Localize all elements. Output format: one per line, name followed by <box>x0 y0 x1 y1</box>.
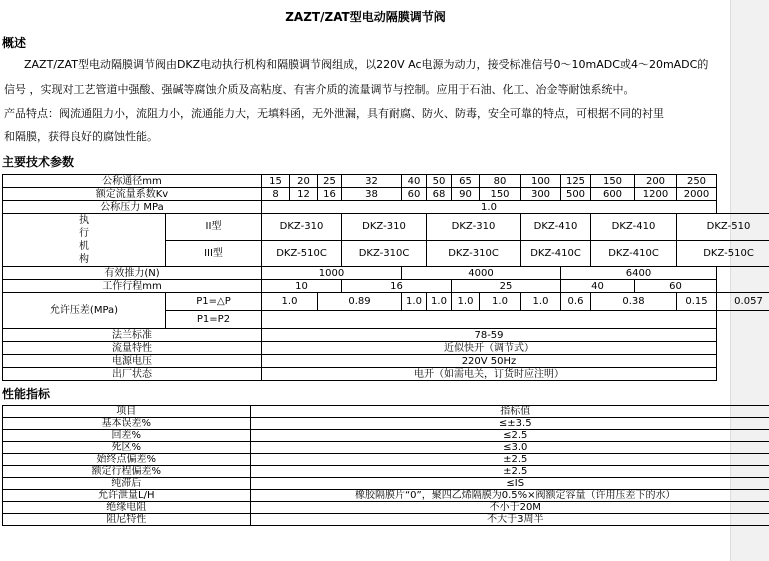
cell: 60 <box>635 280 717 293</box>
cell: 600 <box>591 188 635 201</box>
perf-item: 基本误差% <box>3 418 251 430</box>
cell: 38 <box>342 188 402 201</box>
cell: 0.057 <box>717 293 769 311</box>
flow-value: 近似快开（调节式） <box>262 342 717 355</box>
thrust-label: 有效推力(N) <box>3 267 262 280</box>
perf-value: ≤IS <box>250 478 769 490</box>
perf-table <box>2 405 769 526</box>
perf-row <box>3 418 769 430</box>
cell: 2000 <box>677 188 717 201</box>
perf-row <box>3 478 769 490</box>
specs-heading: 主要技术参数 <box>2 155 75 169</box>
actuator-char: 构 <box>79 254 89 265</box>
pressure-value: 1.0 <box>262 201 717 214</box>
type3-label: III型 <box>166 240 262 267</box>
cell: DKZ-310 <box>427 214 521 241</box>
perf-heading: 性能指标 <box>2 387 51 401</box>
flange-value: 78-59 <box>262 329 717 342</box>
p1dp-label: P1=△P <box>166 293 262 311</box>
perf-item: 始终点偏差% <box>3 454 251 466</box>
cell: 0.89 <box>318 293 402 311</box>
overview-heading: 概述 <box>2 36 27 50</box>
perf-value: ±2.5 <box>250 466 769 478</box>
perf-value: ≤3.0 <box>250 442 769 454</box>
cell: DKZ-410 <box>591 214 677 241</box>
cell: 1200 <box>635 188 677 201</box>
cell: 0.15 <box>677 293 717 311</box>
cell: 300 <box>521 188 561 201</box>
cell: 50 <box>427 175 452 188</box>
cell: DKZ-310 <box>262 214 342 241</box>
cell: 150 <box>591 175 635 188</box>
p1p2-value <box>262 311 717 329</box>
actuator-char: 行 <box>79 228 89 239</box>
cell: 1.0 <box>480 293 521 311</box>
kv-label: 额定流量系数Kv <box>3 188 262 201</box>
cell: 1.0 <box>262 293 318 311</box>
cell: DKZ-510 <box>677 214 769 241</box>
perf-header-row <box>3 406 769 418</box>
perf-value: ±2.5 <box>250 454 769 466</box>
flow-row <box>3 342 769 355</box>
cell: DKZ-510C <box>262 240 342 267</box>
cell: 12 <box>290 188 318 201</box>
cell: 32 <box>342 175 402 188</box>
cell: 20 <box>290 175 318 188</box>
cell: 80 <box>480 175 521 188</box>
overview-line-1: ZAZT/ZAT型电动隔膜调节阀由DKZ电动执行机构和隔膜调节阀组成，以220V Ac电源为动力，接受标准信号0～10mADC或4～20mADC的 <box>24 58 709 71</box>
cell: DKZ-310 <box>342 214 427 241</box>
cell: 0.6 <box>561 293 591 311</box>
cell: 40 <box>561 280 635 293</box>
pressure-row <box>3 201 769 214</box>
perf-item: 回差% <box>3 430 251 442</box>
cell: 125 <box>561 175 591 188</box>
perf-item: 额定行程偏差% <box>3 466 251 478</box>
flange-label: 法兰标准 <box>3 329 262 342</box>
perf-value: ≤2.5 <box>250 430 769 442</box>
cell: 10 <box>262 280 342 293</box>
cell: 90 <box>452 188 480 201</box>
cell: 1.0 <box>427 293 452 311</box>
nominal-row <box>3 175 769 188</box>
cell: 40 <box>402 175 427 188</box>
overview-line-3: 产品特点：阀流通阻力小，流阻力小，流通能力大，无填料函，无外泄漏，具有耐腐、防火、防毒，安全可靠的特点，可根据不同的衬里 <box>4 107 664 120</box>
cell: DKZ-510C <box>677 240 769 267</box>
perf-col-item: 项目 <box>3 406 251 418</box>
perf-row <box>3 454 769 466</box>
power-value: 220V 50Hz <box>262 355 717 368</box>
power-label: 电源电压 <box>3 355 262 368</box>
perf-row <box>3 466 769 478</box>
stroke-label: 工作行程mm <box>3 280 262 293</box>
cell: 15 <box>262 175 290 188</box>
perf-row <box>3 502 769 514</box>
factory-row <box>3 368 769 381</box>
perf-row <box>3 442 769 454</box>
perf-item: 纯滞后 <box>3 478 251 490</box>
cell: 65 <box>452 175 480 188</box>
page-title: ZAZT/ZAT型电动隔膜调节阀 <box>285 10 446 24</box>
cell: 68 <box>427 188 452 201</box>
cell: 1.0 <box>402 293 427 311</box>
power-row <box>3 355 769 368</box>
type2-row <box>3 214 769 241</box>
cell: 250 <box>677 175 717 188</box>
perf-item: 死区% <box>3 442 251 454</box>
cell: 8 <box>262 188 290 201</box>
perf-item: 绝缘电阻 <box>3 502 251 514</box>
cell: 0.38 <box>591 293 677 311</box>
pressure-label: 公称压力 MPa <box>3 201 262 214</box>
p1p2-label: P1=P2 <box>166 311 262 329</box>
cell: 25 <box>452 280 561 293</box>
nominal-label: 公称通径mm <box>3 175 262 188</box>
perf-value: ≤±3.5 <box>250 418 769 430</box>
cell: DKZ-310C <box>427 240 521 267</box>
cell: 25 <box>318 175 342 188</box>
perf-item: 允许泄量L/H <box>3 490 251 502</box>
cell: 150 <box>480 188 521 201</box>
factory-label: 出厂状态 <box>3 368 262 381</box>
cell: 16 <box>342 280 452 293</box>
cell: 6400 <box>561 267 717 280</box>
actuator-char: 执 <box>79 215 89 226</box>
thrust-row <box>3 267 769 280</box>
actuator-char: 机 <box>79 241 89 252</box>
cell: 500 <box>561 188 591 201</box>
stroke-row <box>3 280 769 293</box>
cell: 4000 <box>402 267 561 280</box>
perf-value: 不小于20M <box>250 502 769 514</box>
perf-col-value: 指标值 <box>250 406 769 418</box>
cell: 60 <box>402 188 427 201</box>
cell: DKZ-410C <box>591 240 677 267</box>
overview-line-4: 和隔膜，获得良好的腐蚀性能。 <box>4 130 158 143</box>
allow-label: 允许压差(MPa) <box>3 293 166 329</box>
flange-row <box>3 329 769 342</box>
perf-row <box>3 490 769 502</box>
type2-label: II型 <box>166 214 262 241</box>
cell: 100 <box>521 175 561 188</box>
cell: DKZ-410 <box>521 214 591 241</box>
kv-row <box>3 188 769 201</box>
cell: 200 <box>635 175 677 188</box>
perf-row <box>3 430 769 442</box>
factory-value: 电开（如需电关，订货时应注明） <box>262 368 717 381</box>
overview-line-2: 信号 ，实现对工艺管道中强酸、强碱等腐蚀介质及高粘度、有害介质的流量调节与控制。应用于石油、化工、冶金等耐蚀系统中。 <box>4 83 635 96</box>
perf-item: 阻尼特性 <box>3 514 251 526</box>
actuator-label <box>3 214 166 267</box>
flow-label: 流量特性 <box>3 342 262 355</box>
cell: 1.0 <box>452 293 480 311</box>
perf-value: 不大于3周半 <box>250 514 769 526</box>
cell: 16 <box>318 188 342 201</box>
cell: 1000 <box>262 267 402 280</box>
cell: DKZ-410C <box>521 240 591 267</box>
cell: 1.0 <box>521 293 561 311</box>
p1dp-row <box>3 293 769 311</box>
perf-row <box>3 514 769 526</box>
cell: DKZ-310C <box>342 240 427 267</box>
perf-value: 橡胶隔膜片“0”，聚四乙烯隔膜为0.5%×阀额定容量（许用压差下的水） <box>250 490 769 502</box>
specs-table <box>2 174 769 381</box>
